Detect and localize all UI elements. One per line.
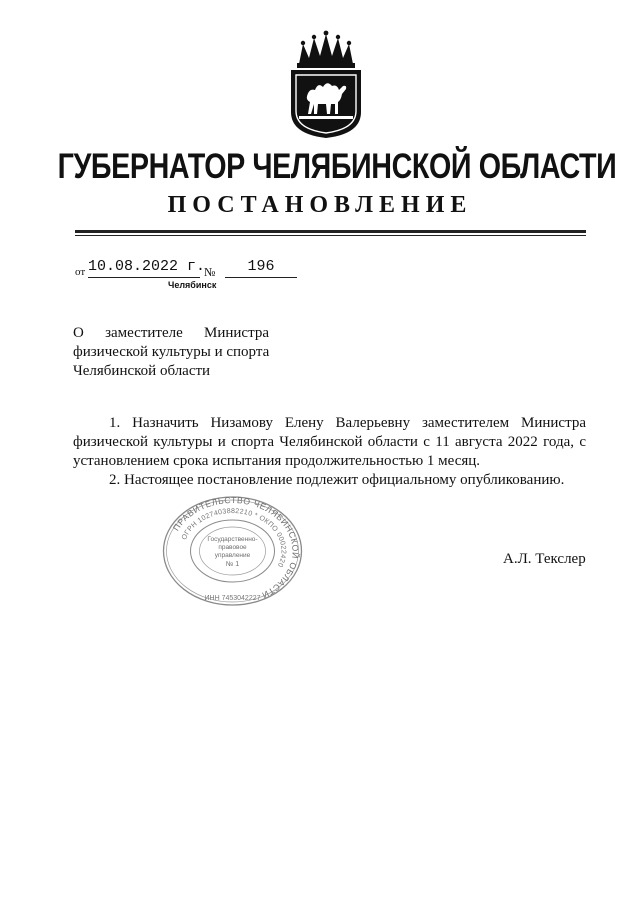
number-label: № xyxy=(204,265,216,279)
stamp-inn-text: ИНН 7453042227 xyxy=(204,595,261,602)
document-type-title: ПОСТАНОВЛЕНИЕ xyxy=(167,192,473,218)
body-paragraph: 2. Настоящее постановление подлежит официальному опубликованию. xyxy=(109,472,565,488)
stamp-center-line: управление xyxy=(214,552,251,559)
document-subject xyxy=(73,324,269,381)
date-prefix-label: от xyxy=(75,266,86,278)
stamp-center-line: Государственно- xyxy=(207,536,258,543)
header-divider-thin xyxy=(75,235,586,236)
header-divider-thick xyxy=(75,230,586,233)
issue-city: Челябинск xyxy=(168,280,217,290)
subject-word: Министра xyxy=(204,325,269,341)
document-date: 10.08.2022 г. xyxy=(88,258,200,278)
subject-word: заместителе xyxy=(105,325,183,341)
subject-line-3: Челябинской области xyxy=(73,363,211,379)
signatory-name: А.Л. Текслер xyxy=(503,551,586,567)
body-paragraph: 1. Назначить Низамову Елену Валерьевну заместителем Министра физической культуры и спорта Челябинской области с 11 августа 2022 года, с установлением срока испытания продолжительностью 1 месяц. xyxy=(73,415,586,469)
stamp-outer-text: ПРАВИТЕЛЬСТВО ЧЕЛЯБИНСКОЙ ОБЛАСТИ xyxy=(170,495,301,601)
subject-line-2: физической культуры и спорта xyxy=(73,344,270,360)
official-stamp xyxy=(160,495,305,607)
coat-of-arms-icon xyxy=(285,30,367,140)
subject-word: О xyxy=(73,325,84,341)
issuer-title: ГУБЕРНАТОР ЧЕЛЯБИНСКОЙ ОБЛАСТИ xyxy=(57,147,617,186)
stamp-center-line: № 1 xyxy=(225,561,240,568)
document-body xyxy=(73,414,586,490)
document-number: 196 xyxy=(225,258,297,278)
subject-line-1 xyxy=(73,324,269,343)
stamp-ogrn-text: ОГРН 1027403882210 * ОКПО 00022420 xyxy=(180,507,287,569)
stamp-center-line: правовое xyxy=(218,544,247,551)
